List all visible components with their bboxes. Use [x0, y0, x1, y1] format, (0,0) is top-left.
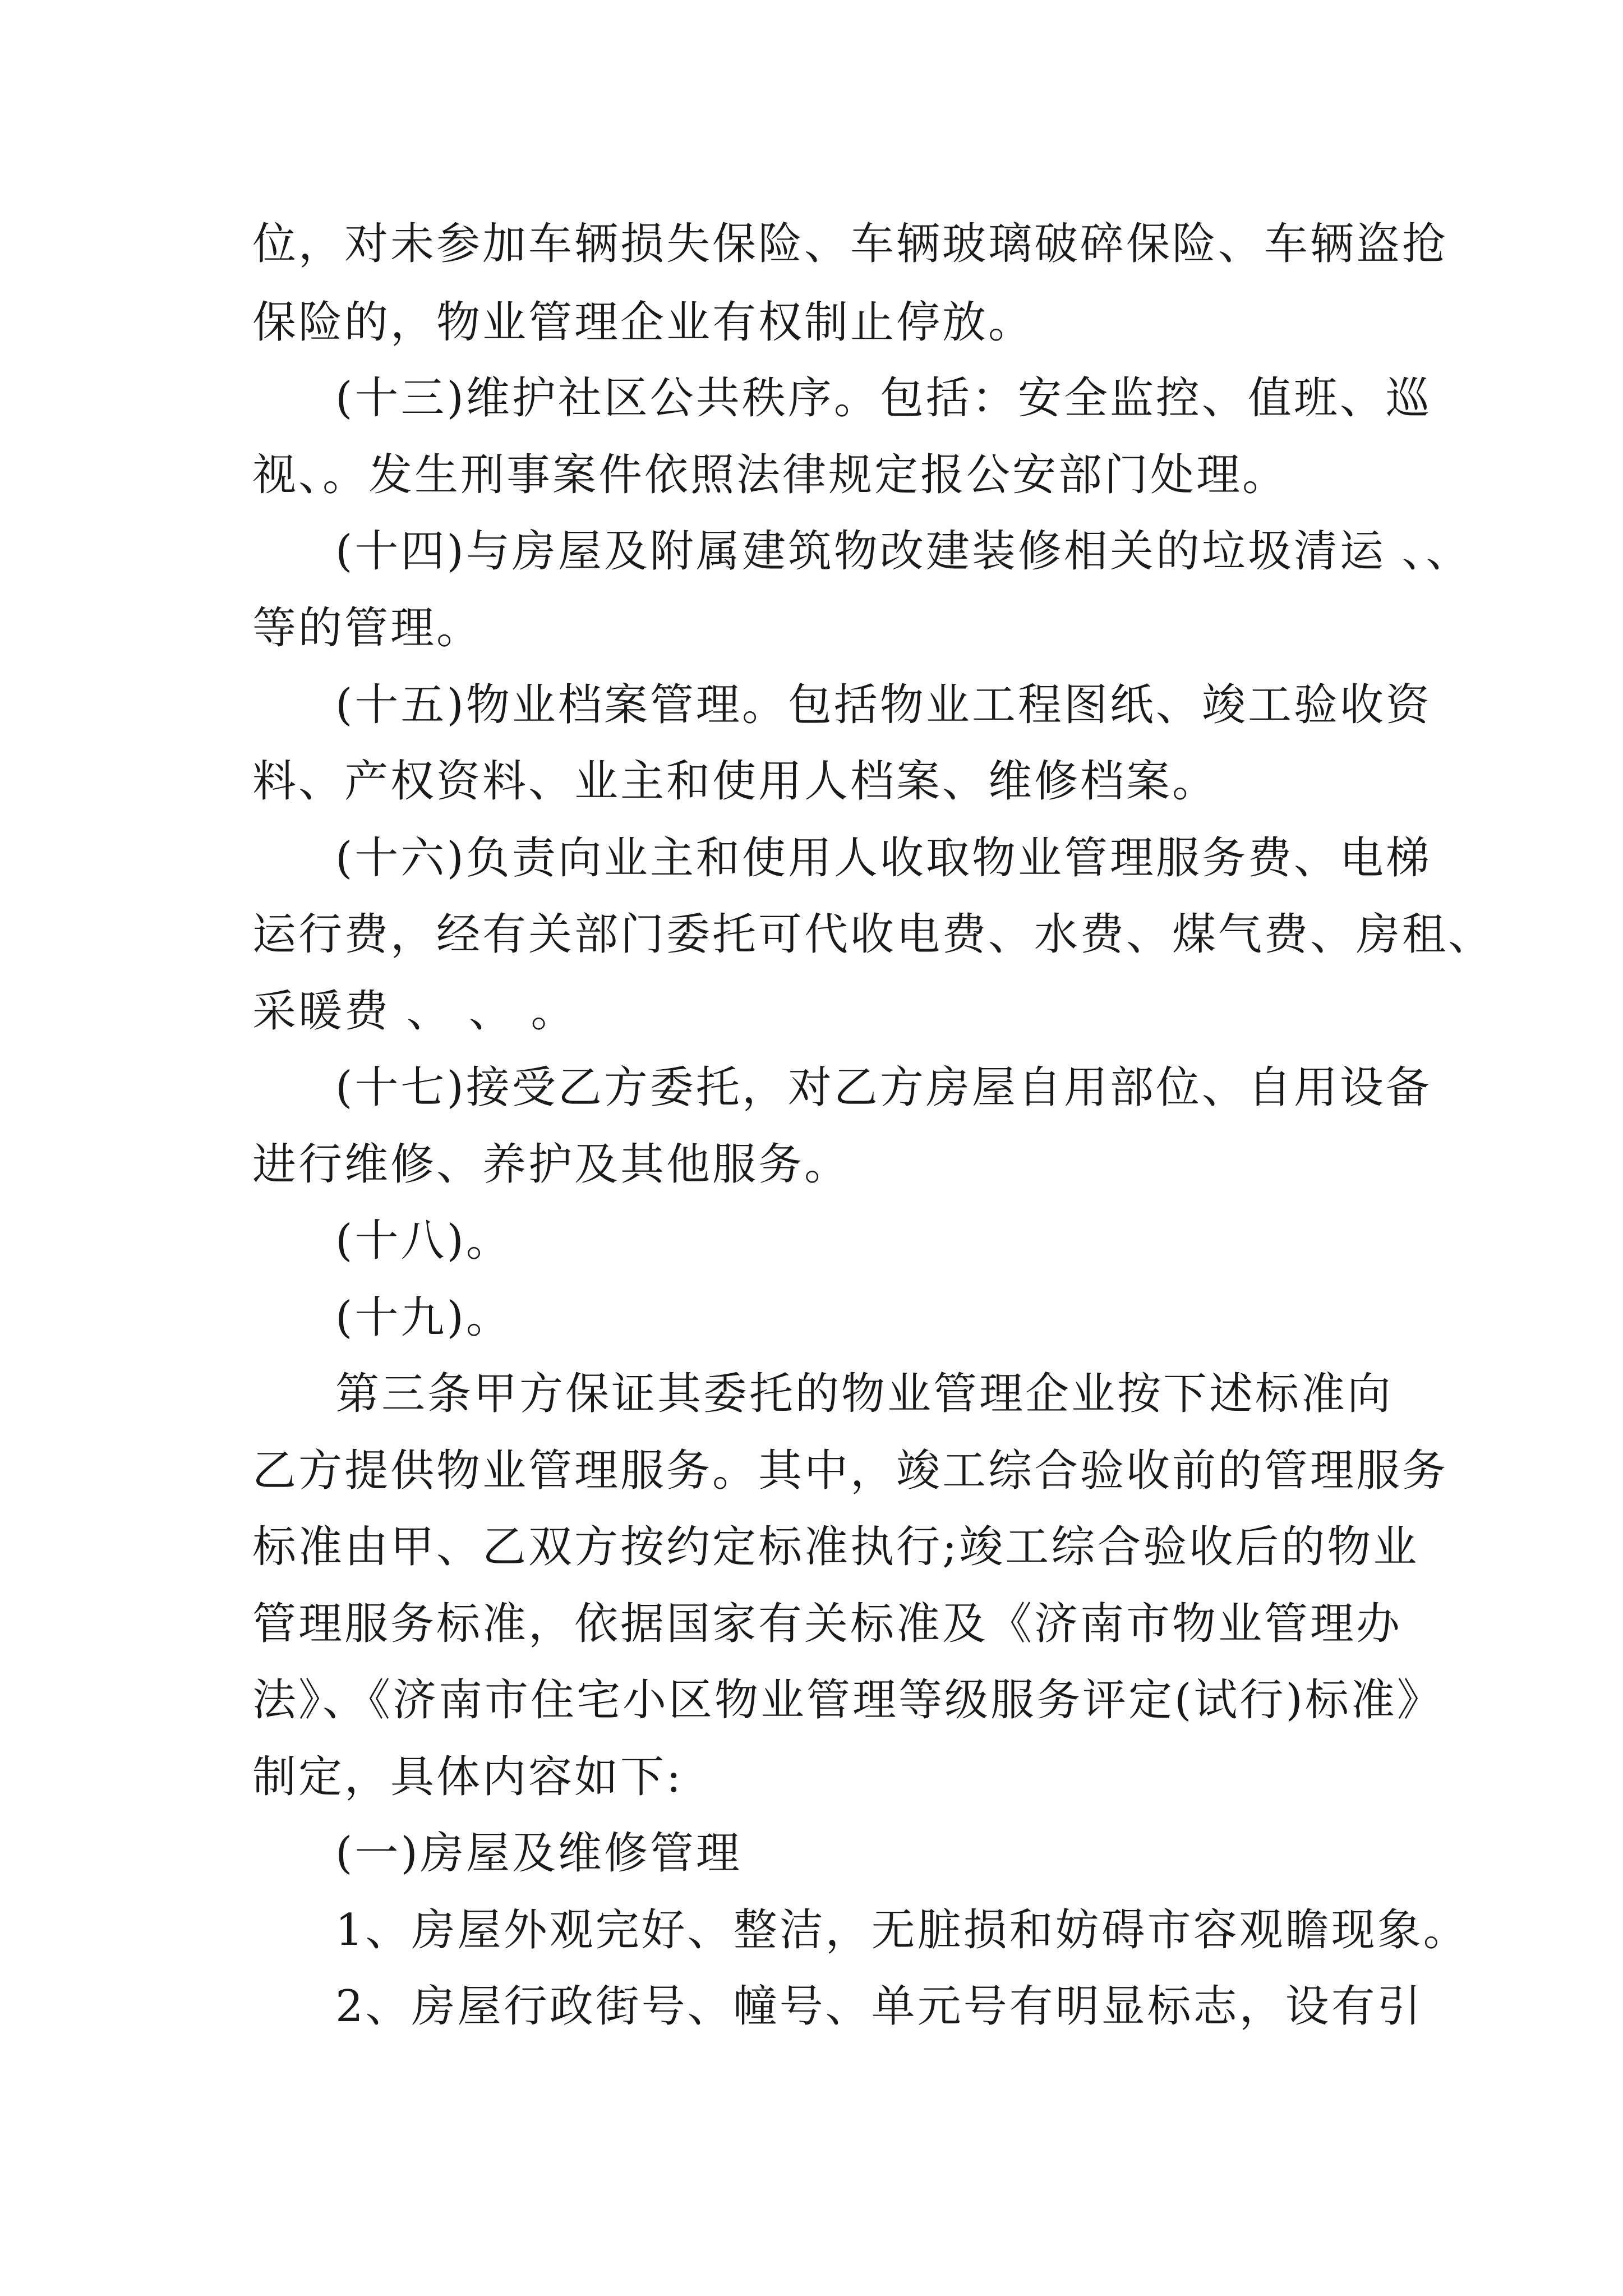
text-line: (十三)维护社区公共秩序。包括：安全监控、值班、巡	[335, 373, 1432, 424]
text-line: 保险的，物业管理企业有权制止停放。	[252, 297, 1035, 348]
text-line: 进行维修、养护及其他服务。	[252, 1139, 851, 1190]
text-line: 管理服务标准，依据国家有关标准及《济南市物业管理办	[252, 1599, 1403, 1649]
text-line: 制定，具体内容如下:	[252, 1752, 684, 1802]
text-line: 视、。发生刑事案件依照法律规定报公安部门处理。	[252, 450, 1289, 500]
text-line: 运行费，经有关部门委托可代收电费、水费、煤气费、房租、	[252, 909, 1495, 960]
text-line: 法》、《济南市住宅小区物业管理等级服务评定(试行)标准》	[252, 1675, 1443, 1726]
text-line: (十九)。	[335, 1292, 512, 1343]
text-line: (十六)负责向业主和使用人收取物业管理服务费、电梯	[335, 833, 1432, 884]
text-line: 第三条甲方保证其委托的物业管理企业按下述标准向	[335, 1369, 1394, 1419]
text-line: (十四)与房屋及附属建筑物改建装修相关的垃圾清运 、、	[335, 526, 1472, 577]
text-line: (一)房屋及维修管理	[335, 1828, 742, 1879]
text-line: 2、房屋行政街号、幢号、单元号有明显标志，设有引	[335, 1981, 1423, 2032]
text-line: (十五)物业档案管理。包括物业工程图纸、竣工验收资	[335, 680, 1432, 730]
text-line: 位，对未参加车辆损失保险、车辆玻璃破碎保险、车辆盗抢	[252, 219, 1449, 269]
text-line: 标准由甲、乙双方按约定标准执行;竣工综合验收后的物业	[252, 1522, 1419, 1572]
text-line: 采暖费 、 、 。	[252, 986, 577, 1037]
text-line: 乙方提供物业管理服务。其中，竣工综合验收前的管理服务	[252, 1446, 1449, 1496]
text-line: 1、房屋外观完好、整洁，无脏损和妨碍市容观瞻现象。	[335, 1905, 1469, 1955]
text-line: (十七)接受乙方委托，对乙方房屋自用部位、自用设备	[335, 1062, 1432, 1113]
text-line: 料、产权资料、业主和使用人档案、维修档案。	[252, 756, 1219, 807]
text-line: (十八)。	[335, 1216, 512, 1266]
text-line: 等的管理。	[252, 603, 483, 654]
